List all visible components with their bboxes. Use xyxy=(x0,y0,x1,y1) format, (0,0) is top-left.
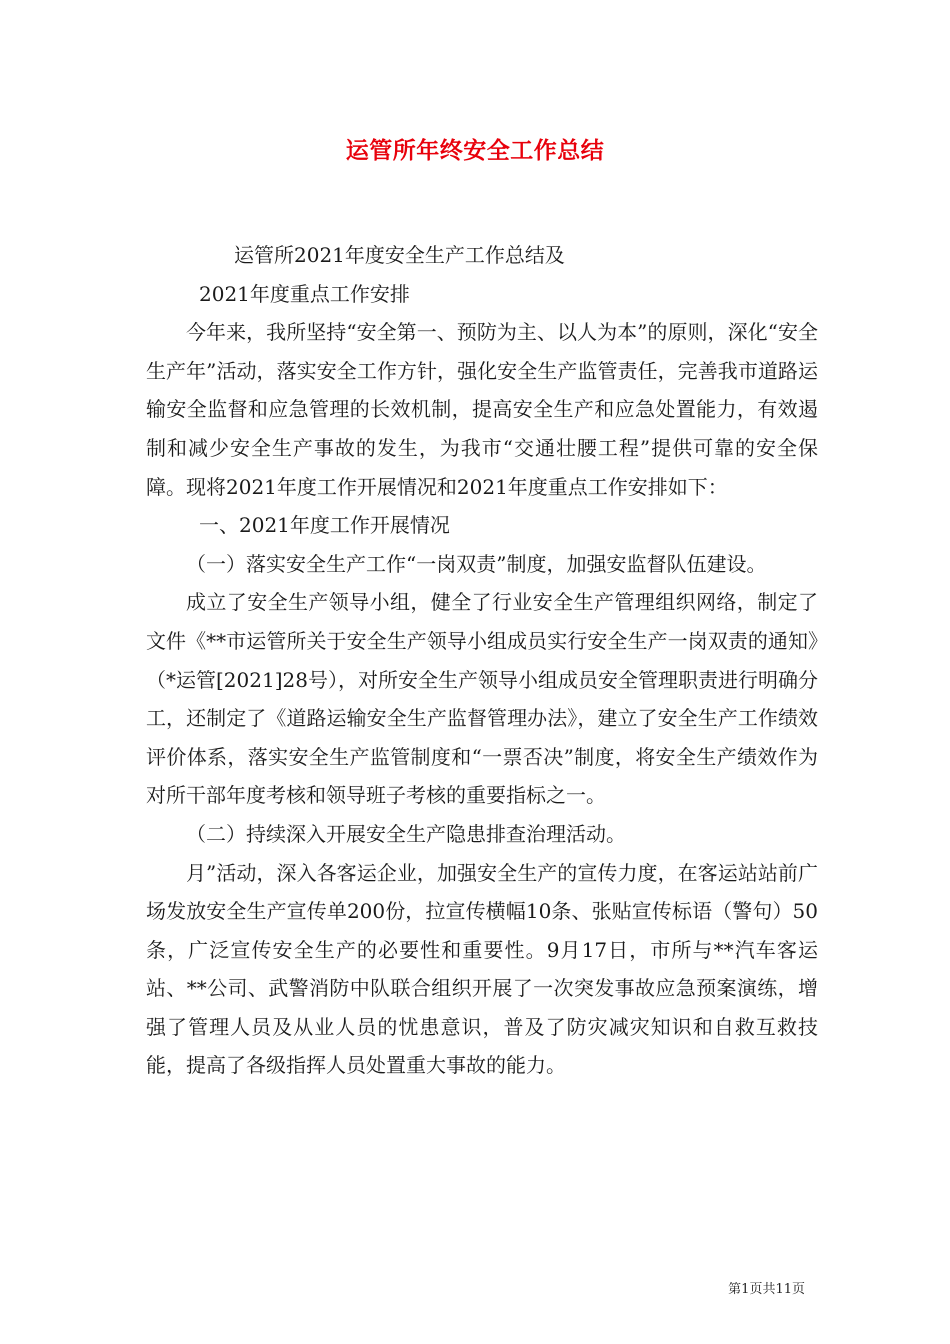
document-body xyxy=(146,236,818,1085)
subsection-paragraph-1: 成立了安全生产领导小组，健全了行业安全生产管理组织网络，制定了文件《**市运管所关于安全生产领导小组成员实行安全生产一岗双责的通知》（*运管[2021]28号），对所安全生产领导小组成员安全管理职责进行明确分工，还制定了《道路运输安全生产监督管理办法》，建立了安全生产工作绩效评价体系，落实安全生产监管制度和“一票否决”制度，将安全生产绩效作为对所干部年度考核和领导班子考核的重要指标之一。 xyxy=(146,590,818,808)
subsection-heading-2: （二）持续深入开展安全生产隐患排查治理活动。 xyxy=(186,821,626,846)
page-number: 第1页共11页 xyxy=(728,1282,805,1297)
intro-paragraph: 今年来，我所坚持“安全第一、预防为主、以人为本”的原则，深化“安全生产年”活动，落实安全工作方针，强化安全生产监管责任，完善我市道路运输安全监督和应急管理的长效机制，提高安全生产和应急处置能力，有效遏制和减少安全生产事故的发生，为我市“交通壮腰工程”提供可靠的安全保障。现将2021年度工作开展情况和2021年度重点工作安排如下： xyxy=(146,320,818,499)
section-heading-1: 一、2021年度工作开展情况 xyxy=(199,513,450,538)
subtitle-line-2: 2021年度重点工作安排 xyxy=(199,281,410,306)
document-title: 运管所年终安全工作总结 xyxy=(345,138,605,164)
subsection-paragraph-2: 月”活动，深入各客运企业，加强安全生产的宣传力度，在客运站站前广场发放安全生产宣传单200份，拉宣传横幅10条、张贴宣传标语（警句）50条，广泛宣传安全生产的必要性和重要性。9月17日，市所与**汽车客运站、**公司、武警消防中队联合组织开展了一次突发事故应急预案演练，增强了管理人员及从业人员的忧患意识，普及了防灾减灾知识和自救互救技能，提高了各级指挥人员处置重大事故的能力。 xyxy=(146,860,818,1078)
subsection-heading-1: （一）落实安全生产工作“一岗双责”制度，加强安监督队伍建设。 xyxy=(186,551,767,576)
subtitle-line-1: 运管所2021年度安全生产工作总结及 xyxy=(234,243,565,267)
